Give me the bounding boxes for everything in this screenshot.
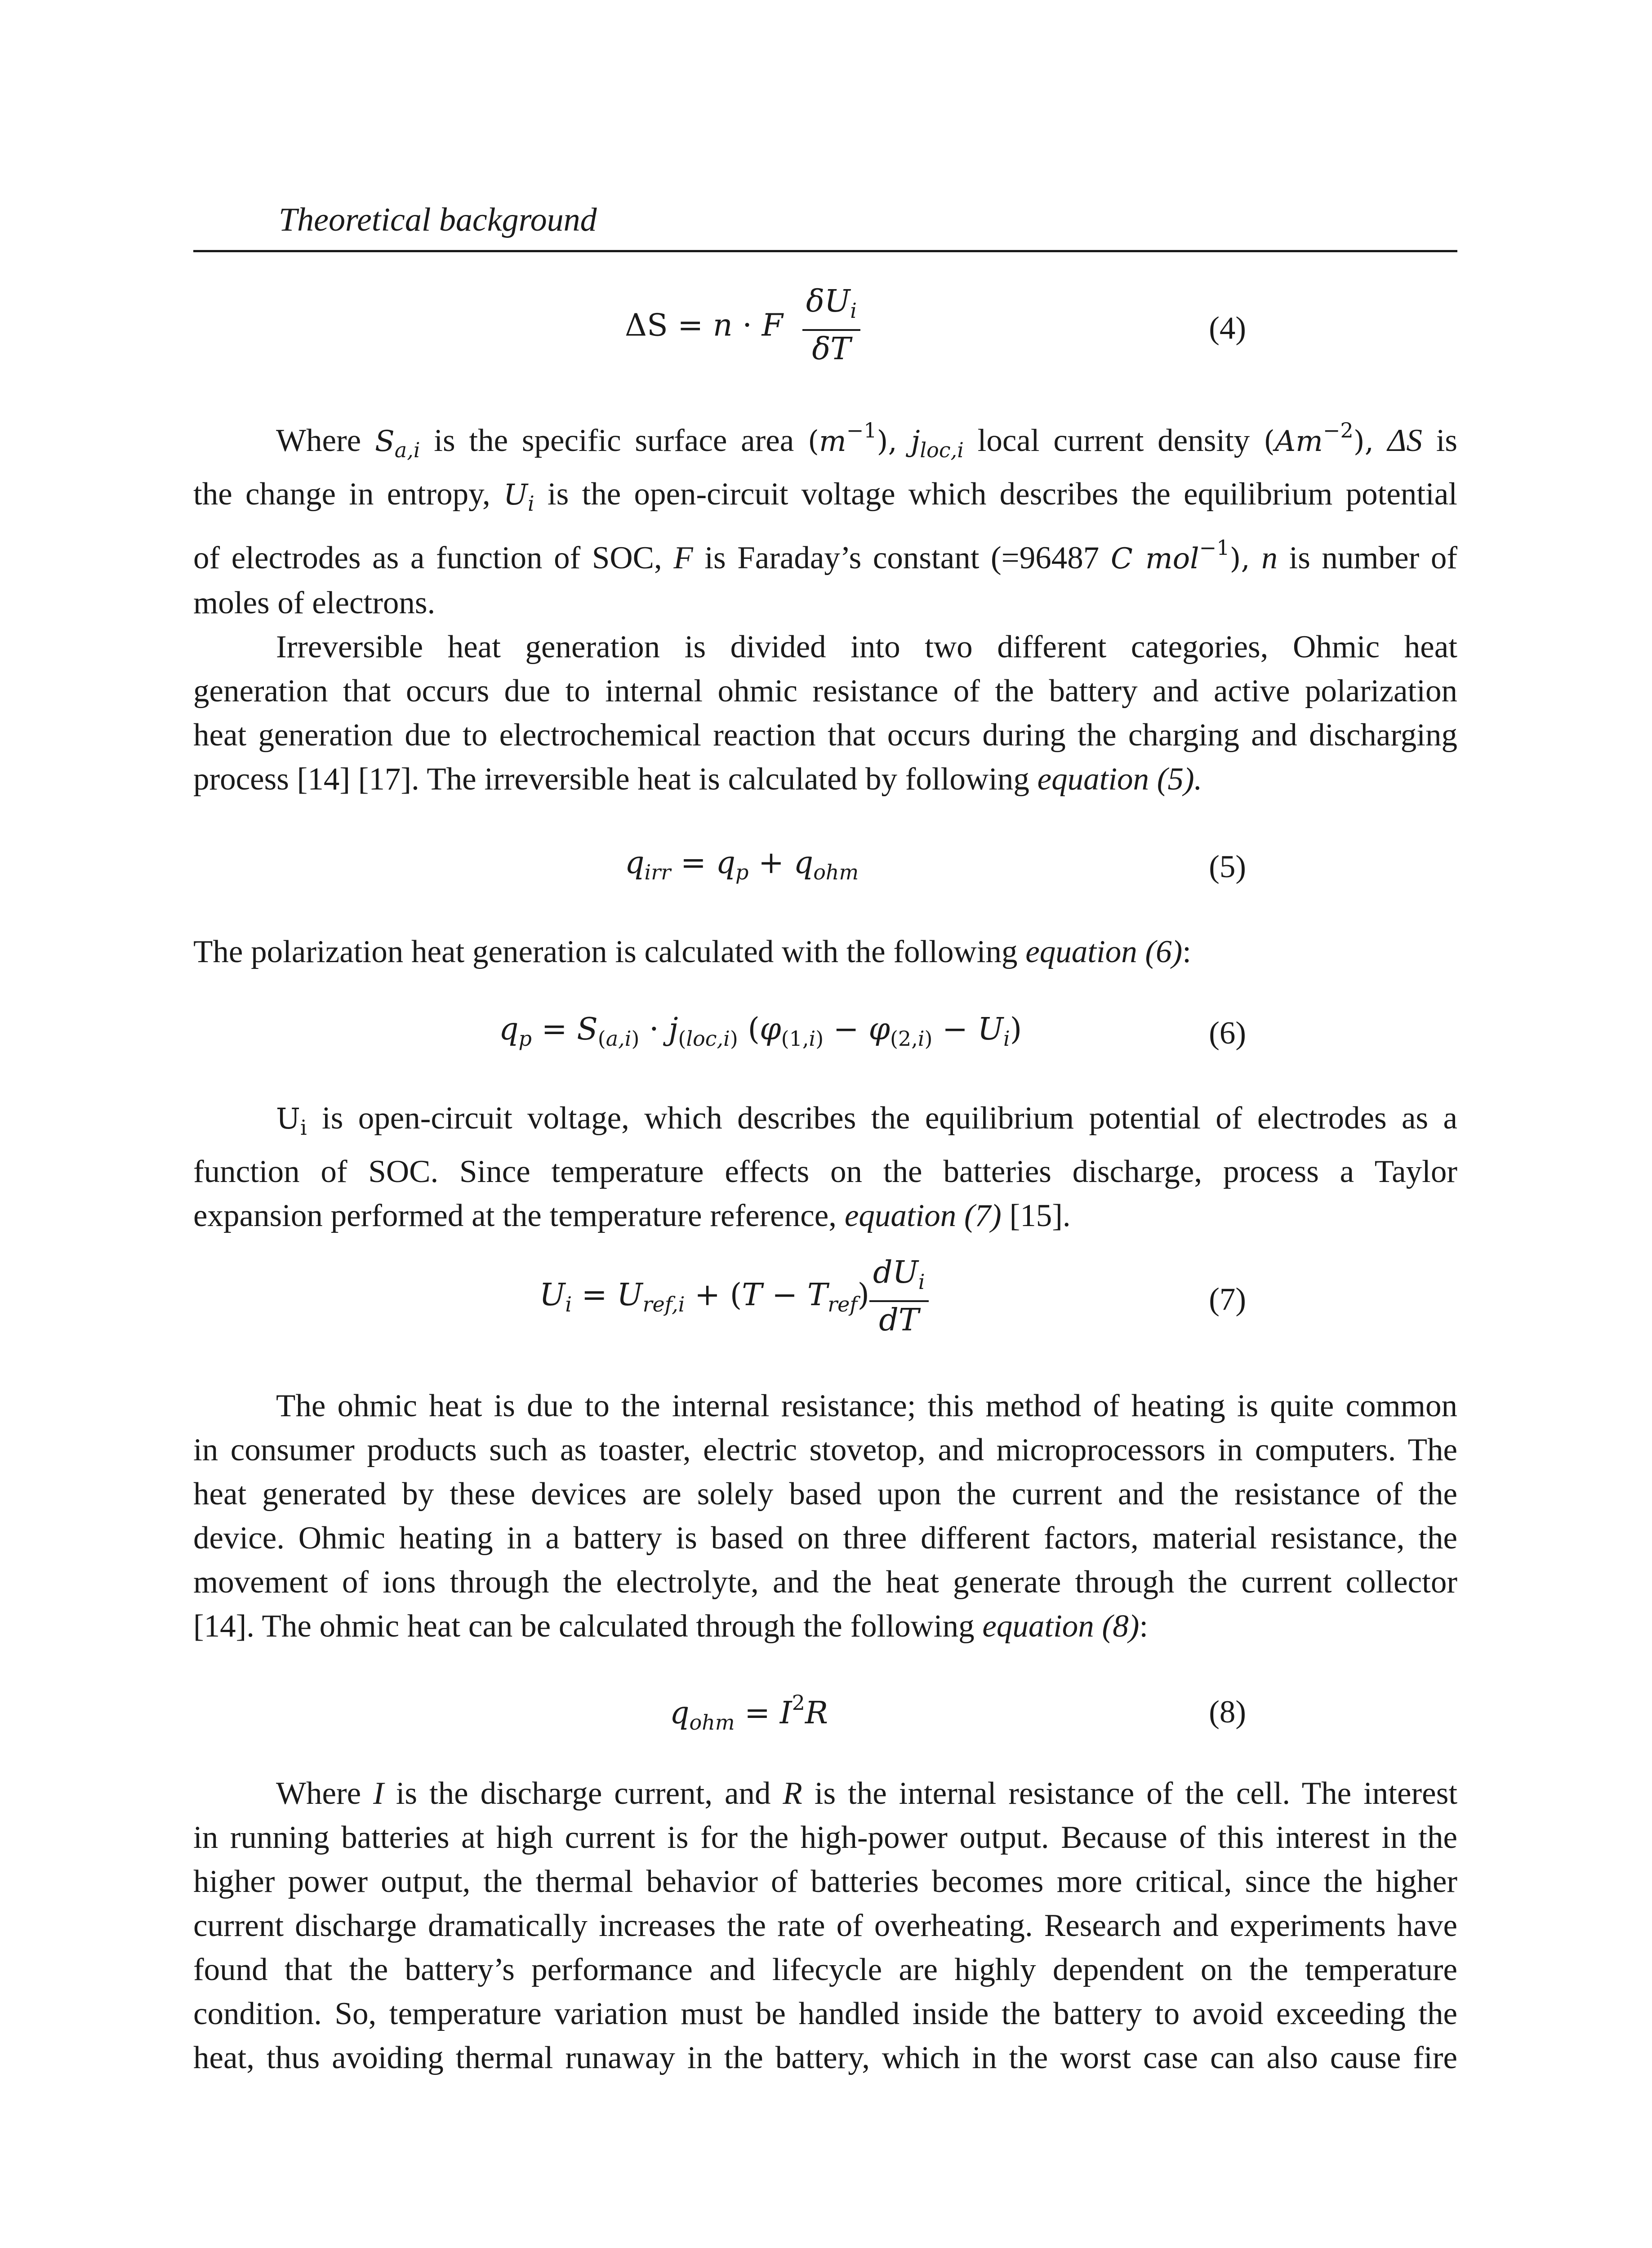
equation-4 bbox=[193, 279, 1457, 369]
paragraph-definitions: Where $S_{a,i}$ is the specific surface area $(m^{-1})$, $j_{loc,i}$ local current density $(Am^{-2})$, ΔS is the change in entropy, $U_i$ is the open-circuit voltage which describes the equilibrium potential of electrodes as a function of SOC, F is Faraday’s constant (=96487 C mol$^{-1}$), n is number of moles of electrons. bbox=[193, 418, 1458, 620]
equation-5-body: $q_{irr} = q_p + q_{ohm}$ bbox=[625, 845, 859, 884]
equation-6-body: $q_p = S_{(a,i)} \cdot j_{(loc,i)}$ $(\varphi_{(1,i)} - \varphi_{(2,i)} - U_i)$ bbox=[499, 1012, 1022, 1051]
running-header: Theoretical background bbox=[279, 201, 597, 238]
equation-6-number: (6) bbox=[1209, 1016, 1246, 1051]
equation-8-number: (8) bbox=[1209, 1695, 1246, 1730]
paragraph-ohmic-heat: The ohmic heat is due to the internal resistance; this method of heating is quite common in consumer products such as toaster, electric stovetop, and microprocessors in computers. The heat generated by these devices are solely based upon the current and the resistance of the device. Ohmic heating in a battery is based on three different factors, material resistance, the movement of ions through the electrolyte, and the heat generate through the current collector [14]. The ohmic heat can be calculated through the following equation (8): bbox=[193, 1388, 1457, 1644]
paragraph-discharge-current: Where I is the discharge current, and R is the internal resistance of the cell. The interest in running batteries at high current is for the high-power output. Because of this interest in the higher power output, the thermal behavior of batteries becomes more critical, since the higher current discharge dramatically increases the rate of overheating. Research and experiments have found that the battery’s performance and lifecycle are highly dependent on the temperature condition. So, temperature variation must be handled inside the battery to avoid exceeding the heat, thus avoiding thermal runaway in the battery, which in the worst case can also cause fire bbox=[193, 1776, 1458, 2075]
equation-7-number: (7) bbox=[1209, 1282, 1246, 1317]
equation-8-body: $q_{ohm} = I^2R$ bbox=[670, 1690, 828, 1735]
equation-4-body: ΔS = n · F $\frac{\delta U_i}{\delta T}$ bbox=[625, 283, 860, 368]
equation-8 bbox=[193, 1682, 1457, 1771]
equation-7 bbox=[193, 1250, 1457, 1340]
paragraph-irreversible-heat: Irreversible heat generation is divided into two different categories, Ohmic heat generation that occurs due to internal ohmic resistance of the battery and active polarization heat generation due to electrochemical reaction that occurs during the charging and discharging process [14] [17]. The irreversible heat is calculated by following equation (5). bbox=[193, 629, 1457, 797]
equation-5-number: (5) bbox=[1209, 849, 1246, 884]
header-rule bbox=[193, 250, 1457, 252]
paragraph-polarization: The polarization heat generation is calculated with the following equation (6): bbox=[193, 934, 1192, 969]
paragraph-open-circuit: $U_i$ is open-circuit voltage, which describes the equilibrium potential of electrodes as a function of SOC. Since temperature effects on the batteries discharge, process a Taylor expansion performed at the temperature reference, equation (7) [15]. bbox=[193, 1101, 1458, 1233]
equation-5 bbox=[193, 836, 1457, 926]
equation-7-body: $U_i = U_{ref,i} + (T - T_{ref})$ $\frac{dU_i}{dT}$ bbox=[539, 1254, 929, 1339]
equation-6 bbox=[193, 1003, 1457, 1093]
equation-4-number: (4) bbox=[1209, 311, 1246, 346]
